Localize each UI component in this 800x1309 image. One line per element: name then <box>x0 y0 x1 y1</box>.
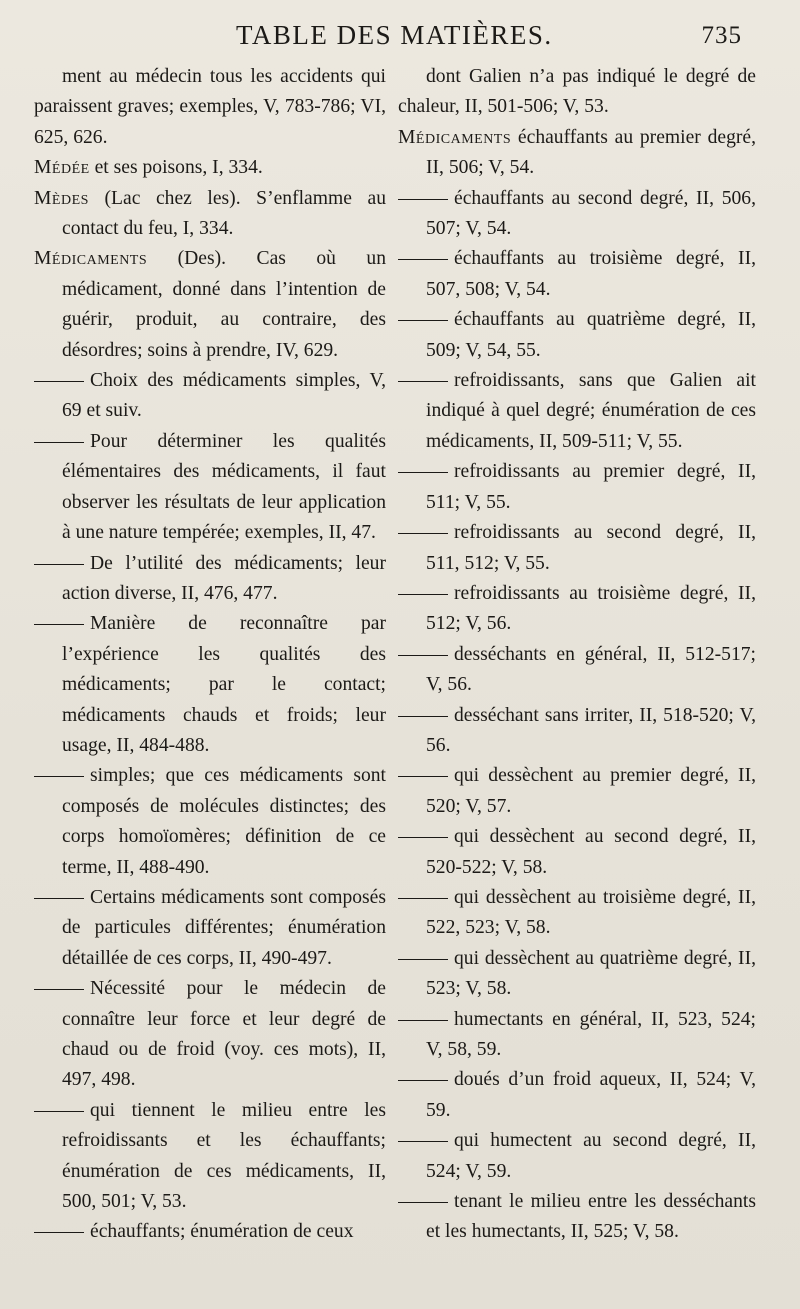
ditto-dash <box>398 1080 448 1081</box>
index-subentry: qui dessèchent au troisième degré, II, 522, 523; V, 58. <box>398 883 756 944</box>
ditto-dash <box>398 199 448 200</box>
index-subentry: desséchants en général, II, 512-517; V, 56. <box>398 640 756 701</box>
index-subentry: Certains médicaments sont composés de particules différentes; énumération détaillée de ces corps, II, 490-497. <box>34 883 386 974</box>
index-subentry: qui humectent au second degré, II, 524; V, 59. <box>398 1126 756 1187</box>
index-subentry: refroidissants au premier degré, II, 511; V, 55. <box>398 457 756 518</box>
index-subentry: simples; que ces médicaments sont composés de molécules distinctes; des corps homoïomères; définition de ce terme, II, 488-490. <box>34 761 386 883</box>
ditto-dash <box>398 533 448 534</box>
ditto-dash <box>398 320 448 321</box>
ditto-dash <box>34 381 84 382</box>
index-subentry: refroidissants au troisième degré, II, 512; V, 56. <box>398 579 756 640</box>
index-subentry: refroidissants au second degré, II, 511, 512; V, 55. <box>398 518 756 579</box>
index-subentry: échauffants au troisième degré, II, 507, 508; V, 54. <box>398 244 756 305</box>
index-subentry: Manière de reconnaître par l’expérience les qualités des médicaments; par le contact; médicaments chauds et froids; leur usage, II, 484-488. <box>34 609 386 761</box>
index-entry: Mèdes (Lac chez les). S’enflamme au contact du feu, I, 334. <box>34 187 386 240</box>
index-subentry: doués d’un froid aqueux, II, 524; V, 59. <box>398 1065 756 1126</box>
index-subentry: qui dessèchent au second degré, II, 520-522; V, 58. <box>398 822 756 883</box>
entry-headword: Médée <box>34 157 90 179</box>
right-column <box>398 62 756 1248</box>
index-subentry: tenant le milieu entre les desséchants et les humectants, II, 525; V, 58. <box>398 1187 756 1248</box>
ditto-dash <box>398 716 448 717</box>
index-subentry: Pour déterminer les qualités élémentaires des médicaments, il faut observer les résultats de leur application à une nature tempérée; exemples, II, 47. <box>34 427 386 549</box>
ditto-dash <box>398 259 448 260</box>
ditto-dash <box>34 898 84 899</box>
running-title: TABLE DES MATIÈRES. <box>236 20 553 50</box>
index-subentry: qui tiennent le milieu entre les refroidissants et les échauffants; énumération de ces médicaments, II, 500, 501; V, 53. <box>34 1096 386 1218</box>
ditto-dash <box>34 1232 84 1233</box>
index-subentry: qui dessèchent au quatrième degré, II, 523; V, 58. <box>398 944 756 1005</box>
ditto-dash <box>398 1202 448 1203</box>
ditto-dash <box>398 837 448 838</box>
entry-headword: Médicaments <box>398 126 512 148</box>
index-entry: dont Galien n’a pas indiqué le degré de chaleur, II, 501-506; V, 53. <box>398 66 756 118</box>
ditto-dash <box>34 776 84 777</box>
index-subentry: desséchant sans irriter, II, 518-520; V, 56. <box>398 701 756 762</box>
entry-headword: Mèdes <box>34 187 89 209</box>
ditto-dash <box>398 655 448 656</box>
index-subentry: De l’utilité des médicaments; leur action diverse, II, 476, 477. <box>34 549 386 610</box>
ditto-dash <box>398 1141 448 1142</box>
index-entry: Médicaments (Des). Cas où un médicament, donné dans l’intention de guérir, produit, au contraire, des désordres; soins à prendre, IV, 629. <box>34 248 386 361</box>
ditto-dash <box>34 442 84 443</box>
running-header <box>0 14 800 54</box>
index-subentry: Choix des médicaments simples, V, 69 et suiv. <box>34 366 386 427</box>
ditto-dash <box>398 959 448 960</box>
left-column <box>34 62 386 1248</box>
ditto-dash <box>398 472 448 473</box>
index-entry: Médicaments échauffants au premier degré, II, 506; V, 54. <box>398 126 756 179</box>
ditto-dash <box>34 624 84 625</box>
index-subentry: échauffants; énumération de ceux <box>34 1217 386 1247</box>
index-subentry: échauffants au second degré, II, 506, 507; V, 54. <box>398 184 756 245</box>
page-number: 735 <box>701 22 742 49</box>
index-subentry: qui dessèchent au premier degré, II, 520; V, 57. <box>398 761 756 822</box>
index-subentry: Nécessité pour le médecin de connaître leur force et leur degré de chaud ou de froid (voy. ces mots), II, 497, 498. <box>34 974 386 1096</box>
ditto-dash <box>398 898 448 899</box>
index-subentry: refroidissants, sans que Galien ait indiqué à quel degré; énumération de ces médicaments, II, 509-511; V, 55. <box>398 366 756 457</box>
index-subentry: humectants en général, II, 523, 524; V, 58, 59. <box>398 1005 756 1066</box>
index-entry: Médée et ses poisons, I, 334. <box>34 157 263 179</box>
ditto-dash <box>398 594 448 595</box>
index-subentry: échauffants au quatrième degré, II, 509; V, 54, 55. <box>398 305 756 366</box>
ditto-dash <box>398 381 448 382</box>
ditto-dash <box>398 1020 448 1021</box>
ditto-dash <box>34 1111 84 1112</box>
index-entry: ment au médecin tous les accidents qui paraissent graves; exemples, V, 783-786; VI, 625, 626. <box>34 66 386 148</box>
ditto-dash <box>34 989 84 990</box>
ditto-dash <box>34 564 84 565</box>
ditto-dash <box>398 776 448 777</box>
entry-headword: Médicaments <box>34 248 148 270</box>
